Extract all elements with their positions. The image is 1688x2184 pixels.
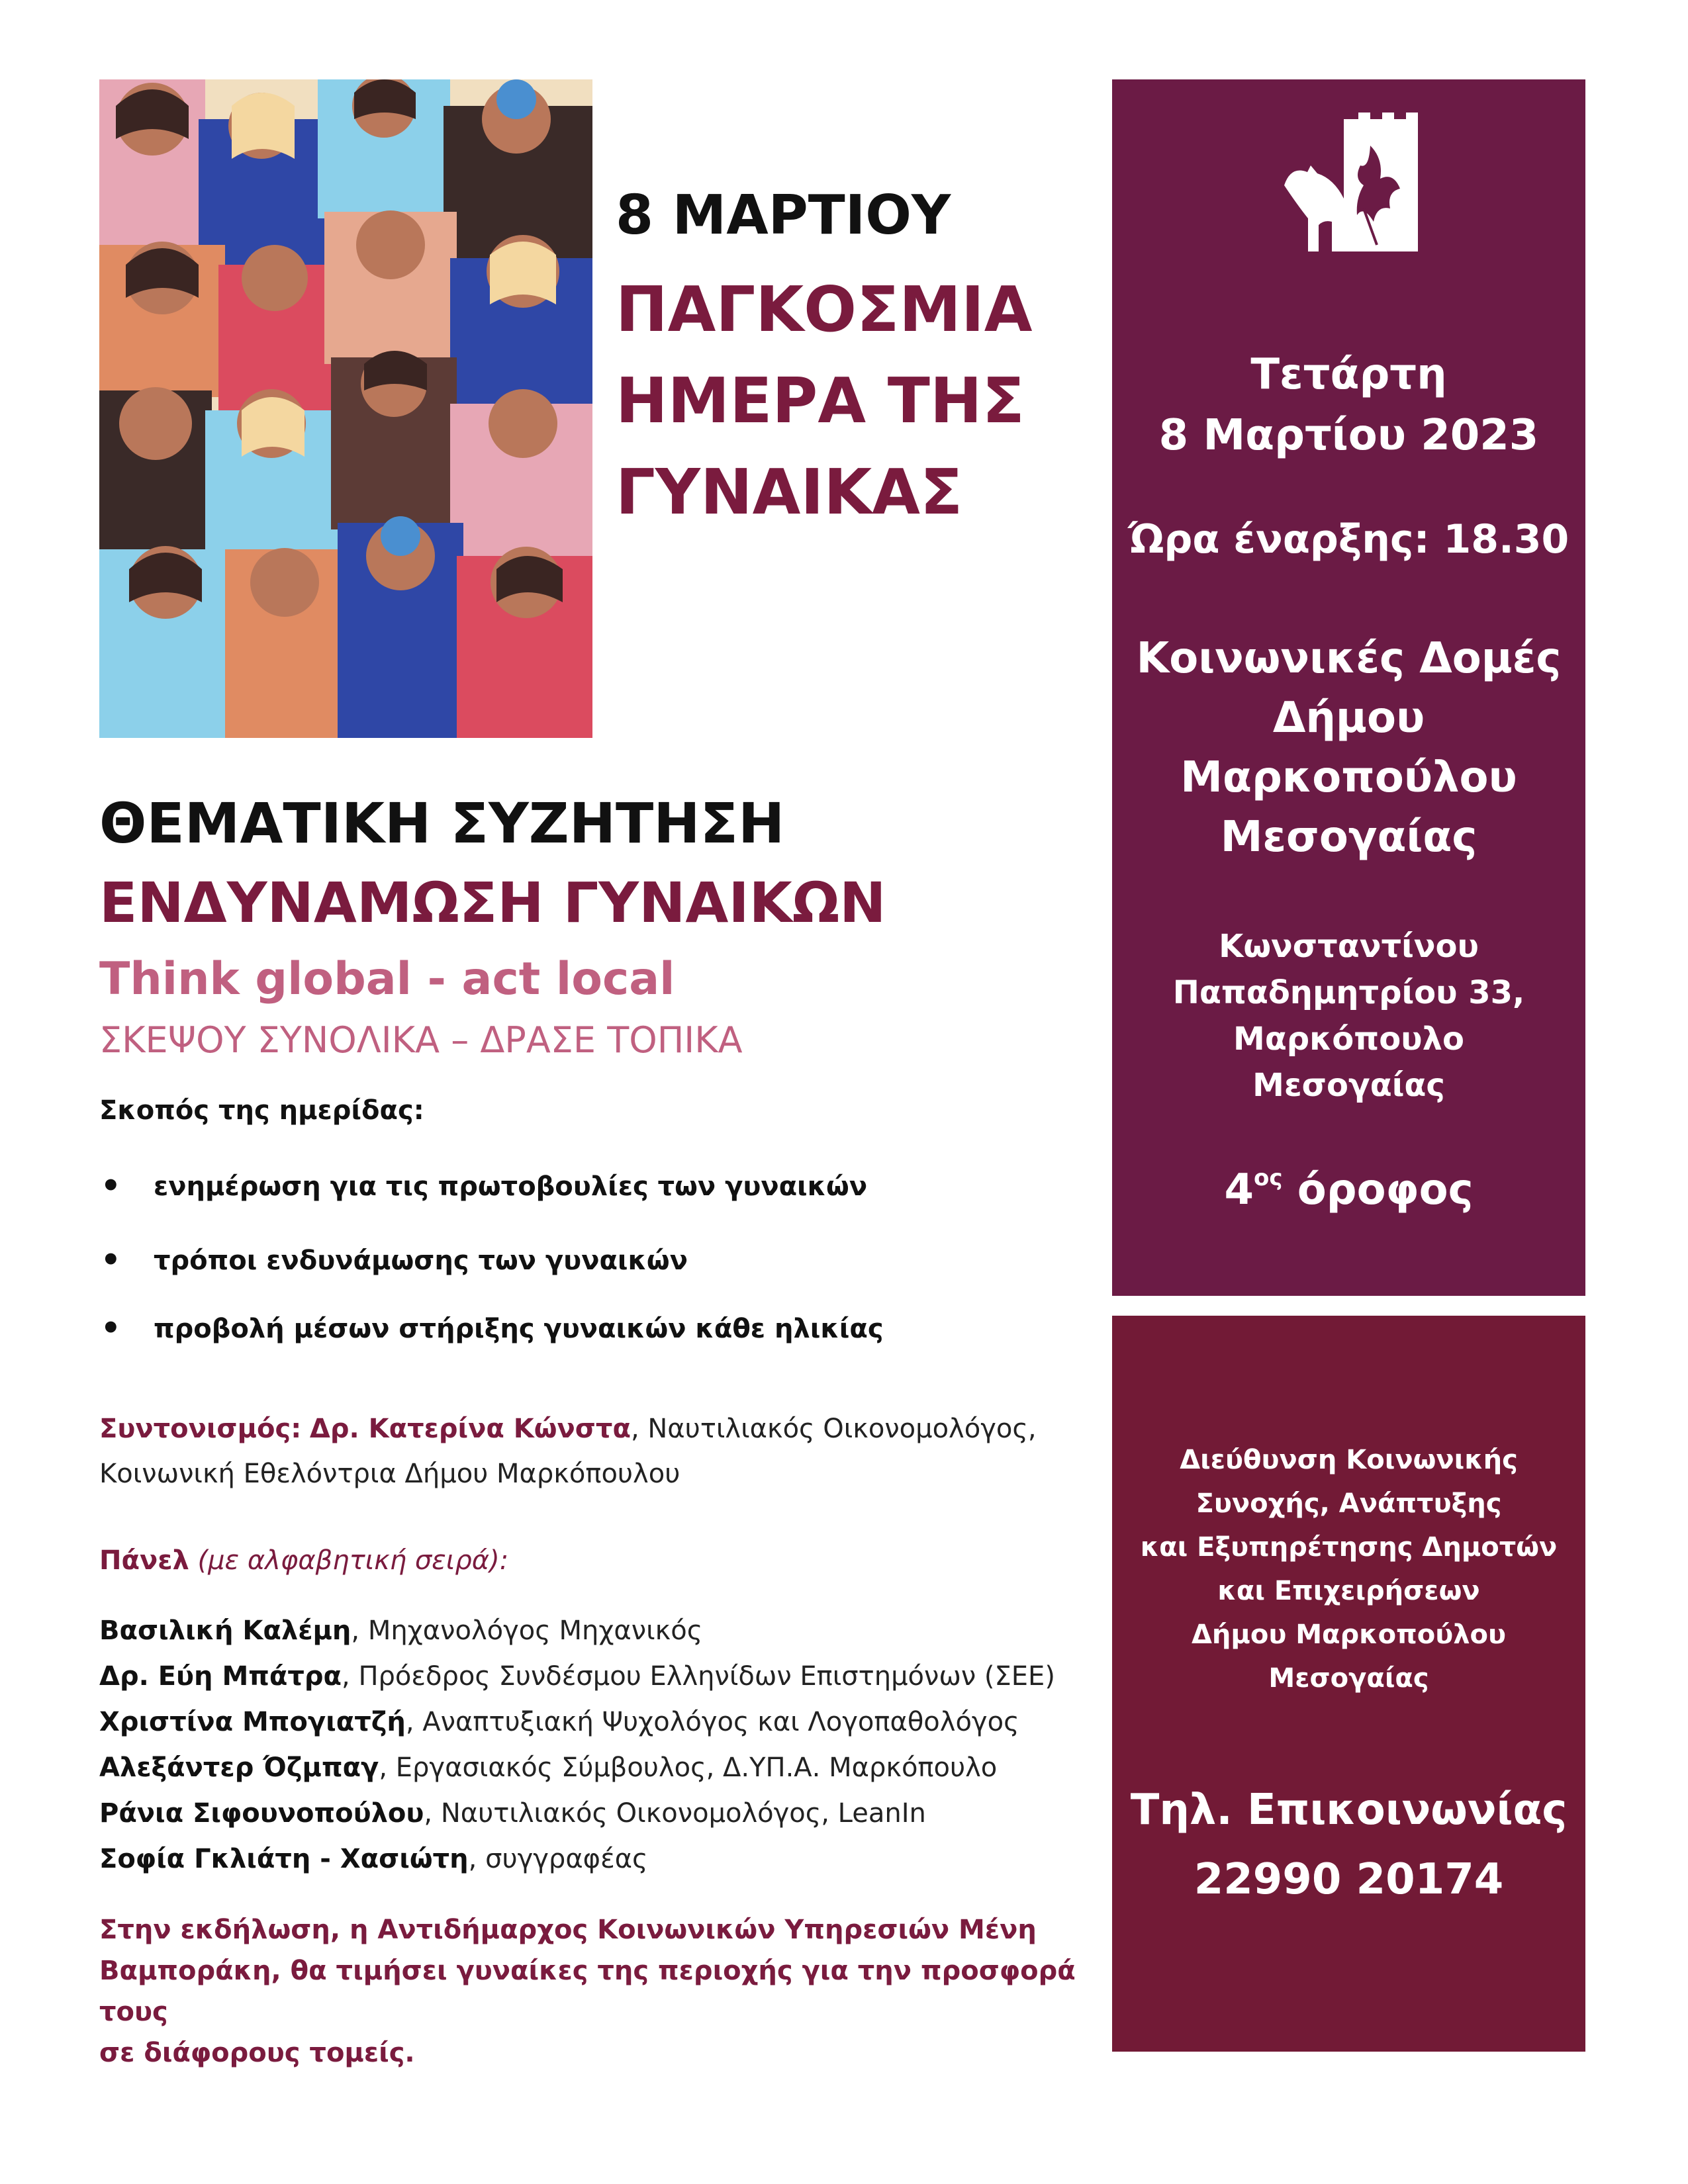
venue-line: Κοινωνικές Δομές <box>1136 634 1562 683</box>
coordination-block <box>99 1406 1079 1496</box>
slogan-greek: ΣΚΕΨΟΥ ΣΥΝΟΛΙΚΑ – ΔΡΑΣΕ ΤΟΠΙΚΑ <box>99 1019 743 1061</box>
panel-list <box>99 1608 1055 1882</box>
phone-label: Τηλ. Επικοινωνίας <box>1130 1786 1568 1835</box>
panel-member-name: Βασιλική Καλέμη <box>99 1615 352 1646</box>
panel-member-role: , συγγραφέας <box>468 1844 648 1874</box>
event-address <box>1112 923 1585 1109</box>
department-info <box>1112 1438 1585 1700</box>
coordination-label: Συντονισμός: <box>99 1414 302 1444</box>
panel-member <box>99 1791 1055 1837</box>
event-day-date <box>1112 344 1585 466</box>
panel-member <box>99 1745 1055 1791</box>
panel-member <box>99 1837 1055 1882</box>
panel-member <box>99 1654 1055 1700</box>
panel-member <box>99 1700 1055 1745</box>
coordinator-role: , Ναυτιλιακός Οικονομολόγος, <box>630 1414 1037 1444</box>
panel-member-name: Χριστίνα Μπογιατζή <box>99 1707 406 1737</box>
event-date: 8 Μαρτίου 2023 <box>1158 411 1539 460</box>
event-venue <box>1112 629 1585 867</box>
purpose-list-item: • προβολή μέσων στήριξης γυναικών κάθε ηλικίας <box>154 1314 884 1344</box>
event-day: Τετάρτη <box>1250 350 1447 399</box>
department-line: Συνοχής, Ανάπτυξης <box>1196 1488 1502 1519</box>
event-floor <box>1112 1165 1585 1214</box>
address-line: Παπαδημητρίου 33, <box>1172 974 1525 1011</box>
event-time: Ώρα έναρξης: 18.30 <box>1128 516 1570 563</box>
closing-note <box>99 1909 1092 2073</box>
closing-line: Στην εκδήλωση, η Αντιδήμαρχος Κοινωνικών Υπηρεσιών Μένη <box>99 1915 1037 1945</box>
venue-line: Μεσογαίας <box>1220 813 1477 862</box>
panel-member-role: , Αναπτυξιακή Ψυχολόγος και Λογοπαθολόγος <box>405 1707 1019 1737</box>
purpose-label: Σκοπός της ημερίδας: <box>99 1095 424 1126</box>
department-line: και Εξυπηρέτησης Δημοτών <box>1140 1532 1558 1563</box>
venue-line: Μαρκοπούλου <box>1180 753 1517 802</box>
panel-member-role: , Μηχανολόγος Μηχανικός <box>351 1615 703 1646</box>
main-title-line: ΓΥΝΑΙΚΑΣ <box>616 457 963 529</box>
floor-number: 4 <box>1224 1165 1254 1214</box>
purpose-list-item: • ενημέρωση για τις πρωτοβουλίες των γυναικών <box>154 1171 867 1202</box>
main-title-line: ΗΜΕΡΑ ΤΗΣ <box>616 365 1025 437</box>
panel-heading <box>99 1545 508 1576</box>
event-date-title: 8 ΜΑΡΤΙΟΥ <box>616 184 951 247</box>
department-line: Δήμου Μαρκοπούλου <box>1191 1619 1507 1650</box>
panel-member-role: , Εργασιακός Σύμβουλος, Δ.ΥΠ.Α. Μαρκόπουλο <box>379 1752 998 1783</box>
panel-member-name: Αλεξάντερ Όζμπαγ <box>99 1752 379 1783</box>
venue-line: Δήμου <box>1272 694 1425 743</box>
address-line: Κωνσταντίνου <box>1219 928 1479 965</box>
floor-suffix: ος <box>1254 1165 1283 1191</box>
main-title <box>616 265 1079 539</box>
closing-line: σε διάφορους τομείς. <box>99 2038 415 2068</box>
panel-member <box>99 1608 1055 1654</box>
floor-word: όροφος <box>1282 1165 1474 1214</box>
panel-note: (με αλφαβητική σειρά): <box>197 1545 509 1576</box>
coordinator-affiliation: Κοινωνική Εθελόντρια Δήμου Μαρκόπουλου <box>99 1459 680 1489</box>
phone-number: 22990 20174 <box>1194 1855 1504 1904</box>
panel-member-role: , Ναυτιλιακός Οικονομολόγος, LeanIn <box>424 1798 926 1829</box>
department-line: Μεσογαίας <box>1268 1663 1429 1694</box>
women-crowd-illustration <box>99 79 592 738</box>
purpose-list-item: • τρόποι ενδυνάμωσης των γυναικών <box>154 1246 688 1276</box>
municipality-logo-icon <box>1271 106 1430 265</box>
panel-member-role: , Πρόεδρος Συνδέσμου Ελληνίδων Επιστημόνων (ΣΕΕ) <box>342 1661 1055 1692</box>
panel-member-name: Δρ. Εύη Μπάτρα <box>99 1661 342 1692</box>
slogan-english: Think global - act local <box>99 953 675 1005</box>
panel-member-name: Ράνια Σιφουνοπούλου <box>99 1798 424 1829</box>
address-line: Μεσογαίας <box>1252 1067 1445 1104</box>
department-line: Διεύθυνση Κοινωνικής <box>1180 1445 1518 1475</box>
panel-member-name: Σοφία Γκλιάτη - Χασιώτη <box>99 1844 469 1874</box>
coordinator-name: Δρ. Κατερίνα Κώνστα <box>309 1414 631 1444</box>
event-info-panel <box>1112 79 1585 1296</box>
address-line: Μαρκόπουλο <box>1233 1021 1464 1058</box>
contact-panel <box>1112 1316 1585 2052</box>
main-title-line: ΠΑΓΚΟΣΜΙΑ <box>616 274 1033 346</box>
panel-label: Πάνελ <box>99 1545 189 1576</box>
topic-subheading: ΕΝΔΥΝΑΜΩΣΗ ΓΥΝΑΙΚΩΝ <box>99 870 886 935</box>
closing-line: Βαμποράκη, θα τιμήσει γυναίκες της περιοχής για την προσφορά τους <box>99 1956 1076 2027</box>
department-line: και Επιχειρήσεων <box>1217 1576 1480 1606</box>
topic-heading: ΘΕΜΑΤΙΚΗ ΣΥΖΗΤΗΣΗ <box>99 791 785 856</box>
